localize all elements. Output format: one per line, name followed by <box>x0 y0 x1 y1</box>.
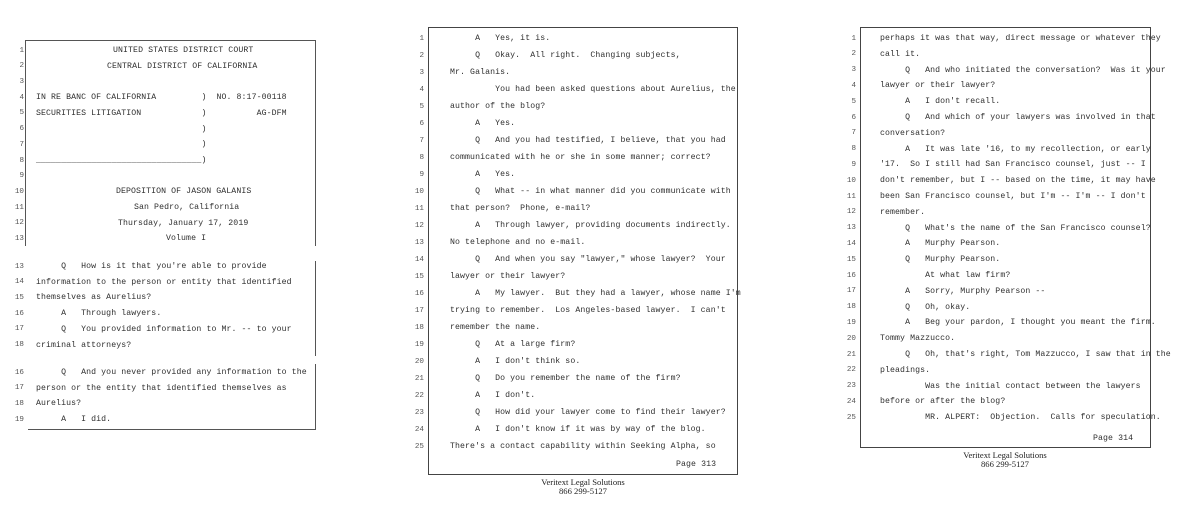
line-number: 15 <box>414 272 424 281</box>
line-number: 5 <box>419 102 424 111</box>
line-number: 12 <box>846 208 856 217</box>
line-number: 11 <box>14 203 24 212</box>
line-number: 11 <box>414 204 424 213</box>
footer-company: Veritext Legal Solutions <box>541 477 625 487</box>
transcript-line: DEPOSITION OF JASON GALANIS <box>116 187 252 197</box>
line-number: 5 <box>851 97 856 106</box>
transcript-line: A Yes, it is. <box>450 34 551 43</box>
line-number: 2 <box>19 62 24 71</box>
line-number: 3 <box>419 68 424 77</box>
line-number: 12 <box>414 221 424 230</box>
transcript-line: A Sorry, Murphy Pearson -- <box>880 286 1046 296</box>
line-number: 16 <box>14 309 24 318</box>
page-314-label: Page 314 <box>1093 434 1134 443</box>
line-number: 3 <box>19 78 24 86</box>
line-number: 11 <box>846 192 856 201</box>
line-number: 15 <box>846 255 856 264</box>
line-number: 6 <box>419 119 424 128</box>
line-number: 9 <box>851 161 856 169</box>
transcript-line: Q Oh, that's right, Tom Mazzucco, I saw that in the <box>880 350 1171 359</box>
line-number: 9 <box>419 170 424 179</box>
excerpt-3-bottom-border <box>28 429 316 430</box>
line-number: 20 <box>414 357 424 366</box>
line-number: 19 <box>14 415 24 424</box>
line-number: 8 <box>419 153 424 162</box>
caption-top-border <box>25 40 316 41</box>
line-number: 10 <box>414 187 424 196</box>
line-number: 16 <box>414 289 424 298</box>
transcript-line: before or after the blog? <box>880 397 1006 407</box>
line-number: 4 <box>419 85 424 94</box>
transcript-line: Thursday, January 17, 2019 <box>118 218 249 228</box>
transcript-line: pleadings. <box>880 365 931 375</box>
transcript-line: '17. So I still had San Francisco counsel, just -- I <box>880 160 1146 170</box>
line-number: 1 <box>851 34 856 43</box>
excerpt-2-right-border <box>315 261 316 356</box>
line-number: 18 <box>414 323 424 332</box>
line-number: 15 <box>14 294 24 302</box>
transcript-line: Q What -- in what manner did you communicate with <box>450 187 731 196</box>
line-number: 18 <box>846 303 856 312</box>
line-number: 18 <box>14 341 24 350</box>
transcript-line: A I don't know if it was by way of the blog. <box>450 425 706 434</box>
line-number: 14 <box>414 255 424 264</box>
transcript-line: criminal attorneys? <box>36 340 132 350</box>
line-number: 13 <box>846 224 856 233</box>
line-number: 18 <box>14 400 24 408</box>
transcript-line: At what law firm? <box>880 271 1011 280</box>
line-number: 22 <box>846 366 856 375</box>
transcript-line: A It was late '16, to my recollection, or early <box>880 144 1151 154</box>
line-number: 23 <box>414 408 424 417</box>
line-number: 19 <box>414 340 424 349</box>
transcript-line: A Through lawyer, providing documents indirectly. <box>450 221 731 230</box>
line-number: 13 <box>14 235 24 243</box>
transcript-line: A Beg your pardon, I thought you meant the firm. <box>880 318 1156 328</box>
transcript-line: lawyer or their lawyer? <box>880 81 996 91</box>
transcript-line: remember. <box>880 207 926 217</box>
footer-phone: 866 299-5127 <box>559 486 607 497</box>
transcript-line: _________________________________) <box>36 155 207 165</box>
line-number: 24 <box>846 398 856 406</box>
transcript-line: call it. <box>880 49 921 59</box>
line-number: 2 <box>419 51 424 60</box>
transcript-line: San Pedro, California <box>134 203 240 212</box>
line-number: 4 <box>851 82 856 90</box>
transcript-line: There's a contact capability within Seeking Alpha, so <box>450 442 716 451</box>
line-number: 19 <box>846 319 856 327</box>
transcript-line: CENTRAL DISTRICT OF CALIFORNIA <box>107 61 258 71</box>
transcript-line: ) <box>36 140 207 150</box>
transcript-line: Q How did your lawyer come to find their lawyer? <box>450 408 726 417</box>
line-number: 14 <box>846 240 856 248</box>
line-number: 13 <box>414 238 424 247</box>
transcript-line: themselves as Aurelius? <box>36 293 152 303</box>
transcript-line: A I don't recall. <box>880 97 1001 107</box>
transcript-line: A Murphy Pearson. <box>880 239 1001 249</box>
line-number: 21 <box>414 374 424 383</box>
line-number: 6 <box>851 113 856 122</box>
line-number: 10 <box>846 176 856 185</box>
transcript-line: Q And you had testified, I believe, that you had <box>450 136 726 145</box>
transcript-line: Mr. Galanis. <box>450 68 511 77</box>
line-number: 2 <box>851 50 856 59</box>
line-number: 17 <box>14 325 24 334</box>
transcript-line: Q Do you remember the name of the firm? <box>450 374 681 383</box>
excerpt-3-right-border <box>315 364 316 429</box>
transcript-line: Was the initial contact between the lawyers <box>880 381 1141 391</box>
transcript-line: Q And you never provided any information to the <box>36 368 307 377</box>
transcript-line: Q At a large firm? <box>450 340 576 349</box>
line-number: 13 <box>14 262 24 271</box>
transcript-line: SECURITIES LITIGATION ) AG-DFM <box>36 108 287 118</box>
footer-company: Veritext Legal Solutions <box>963 450 1047 460</box>
line-number: 16 <box>846 271 856 280</box>
transcript-line: A I did. <box>36 415 112 425</box>
transcript-line: A Through lawyers. <box>36 309 162 319</box>
transcript-line: Q You provided information to Mr. -- to your <box>36 324 292 334</box>
line-number: 7 <box>851 129 856 138</box>
transcript-line: information to the person or entity that identified <box>36 277 292 287</box>
transcript-line: No telephone and no e-mail. <box>450 238 586 247</box>
transcript-line: ) <box>36 124 207 134</box>
line-number: 20 <box>846 334 856 343</box>
line-number: 10 <box>14 187 24 196</box>
transcript-line: Volume I <box>166 234 207 244</box>
transcript-line: Q And which of your lawyers was involved in that <box>880 113 1156 122</box>
transcript-line: author of the blog? <box>450 102 546 111</box>
line-number: 17 <box>14 384 24 393</box>
transcript-line: A I don't think so. <box>450 357 581 366</box>
line-number: 4 <box>19 93 24 102</box>
transcript-line: IN RE BANC OF CALIFORNIA ) NO. 8:17-00118 <box>36 93 287 103</box>
line-number: 1 <box>19 46 24 55</box>
line-number: 8 <box>19 156 24 165</box>
transcript-line: Q And who initiated the conversation? Was it your <box>880 65 1166 75</box>
line-number: 14 <box>14 278 24 287</box>
line-number: 3 <box>851 66 856 75</box>
transcript-line: A Yes. <box>450 170 516 179</box>
transcript-line: lawyer or their lawyer? <box>450 272 566 281</box>
transcript-line: A I don't. <box>450 391 536 400</box>
line-number: 8 <box>851 145 856 154</box>
transcript-line: Q Okay. All right. Changing subjects, <box>450 51 681 60</box>
line-number: 22 <box>414 391 424 400</box>
footer-phone: 866 299-5127 <box>981 459 1029 470</box>
transcript-line: A Yes. <box>450 119 516 128</box>
line-number: 25 <box>414 442 424 451</box>
caption-right-border <box>315 40 316 246</box>
line-number: 21 <box>846 350 856 359</box>
line-number: 7 <box>419 136 424 145</box>
line-number: 7 <box>19 140 24 149</box>
transcript-line: conversation? <box>880 128 946 138</box>
transcript-line: Q How is it that you're able to provide <box>36 262 267 271</box>
line-number: 6 <box>19 125 24 134</box>
transcript-line: MR. ALPERT: Objection. Calls for speculation. <box>880 413 1161 423</box>
line-number: 24 <box>414 425 424 434</box>
transcript-line: Q Murphy Pearson. <box>880 255 1001 265</box>
transcript-line: Aurelius? <box>36 399 82 409</box>
line-number: 25 <box>846 413 856 422</box>
page-313-label: Page 313 <box>676 460 717 469</box>
transcript-line: Tommy Mazzucco. <box>880 334 956 344</box>
transcript-line: You had been asked questions about Aurelius, the <box>450 85 736 94</box>
transcript-line: been San Francisco counsel, but I'm -- I'm -- I don't <box>880 192 1146 201</box>
line-number: 1 <box>419 34 424 43</box>
transcript-line: that person? Phone, e-mail? <box>450 204 591 213</box>
line-number: 9 <box>19 172 24 181</box>
caption-left-border <box>25 40 26 246</box>
transcript-line: A My lawyer. But they had a lawyer, whose name I'm <box>450 289 741 298</box>
transcript-line: don't remember, but I -- based on the time, it may have <box>880 176 1156 186</box>
transcript-line: remember the name. <box>450 323 541 332</box>
transcript-line: Q Oh, okay. <box>880 302 971 312</box>
transcript-line: trying to remember. Los Angeles-based lawyer. I can't <box>450 306 726 315</box>
transcript-line: person or the entity that identified themselves as <box>36 383 287 393</box>
line-number: 17 <box>414 306 424 315</box>
transcript-line: Q What's the name of the San Francisco counsel? <box>880 223 1151 233</box>
transcript-line: perhaps it was that way, direct message or whatever they <box>880 34 1161 43</box>
transcript-line: communicated with he or she in some manner; correct? <box>450 153 711 162</box>
transcript-line: Q And when you say "lawyer," whose lawyer? Your <box>450 255 726 264</box>
line-number: 5 <box>19 109 24 118</box>
line-number: 23 <box>846 382 856 391</box>
transcript-line: UNITED STATES DISTRICT COURT <box>113 46 254 55</box>
page-314-footer <box>945 451 1065 469</box>
line-number: 16 <box>14 368 24 377</box>
line-number: 12 <box>14 219 24 228</box>
page-313-footer <box>523 478 643 496</box>
line-number: 17 <box>846 287 856 296</box>
